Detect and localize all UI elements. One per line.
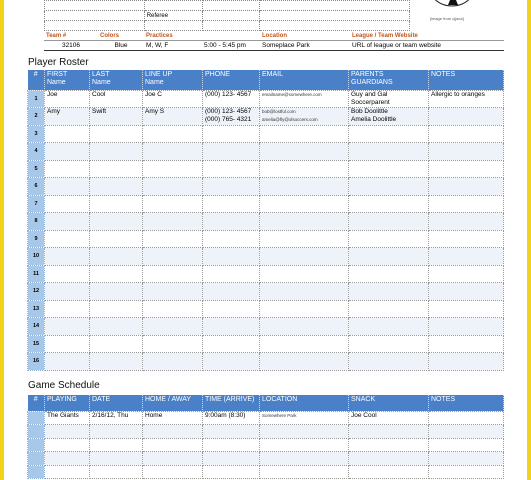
email-cell[interactable]	[260, 353, 349, 371]
notes-cell[interactable]	[429, 318, 504, 336]
phone-cell[interactable]	[203, 230, 260, 248]
location-cell[interactable]: Somewhere Park	[260, 411, 349, 425]
location-cell[interactable]	[260, 452, 349, 466]
last-name-cell[interactable]	[90, 318, 143, 336]
notes-cell[interactable]	[429, 411, 504, 425]
last-name-cell[interactable]: Swift	[90, 108, 143, 126]
col-notes: NOTES	[429, 70, 504, 90]
email-cell[interactable]	[260, 318, 349, 336]
playing-cell[interactable]	[45, 465, 90, 479]
lineup-name-cell[interactable]: Amy S	[143, 108, 203, 126]
email-cell[interactable]	[260, 125, 349, 143]
snack-cell[interactable]	[349, 425, 429, 439]
phone-cell[interactable]	[203, 353, 260, 371]
parents-cell[interactable]	[349, 283, 429, 301]
table-row	[28, 452, 504, 466]
phone-cell[interactable]	[203, 143, 260, 161]
first-name-cell[interactable]	[45, 213, 90, 231]
parents-cell[interactable]: Guy and Gal Soccerparent	[349, 90, 429, 108]
table-row	[28, 195, 504, 213]
col-number: #	[28, 395, 45, 411]
referee-label: Referee	[144, 11, 202, 21]
phone-cell[interactable]	[203, 160, 260, 178]
parents-cell[interactable]	[349, 265, 429, 283]
notes-cell[interactable]	[429, 248, 504, 266]
col-snack: SNACK	[349, 395, 429, 411]
col-playing: PLAYING	[45, 395, 90, 411]
notes-cell[interactable]	[429, 265, 504, 283]
parents-cell[interactable]	[349, 143, 429, 161]
date-cell[interactable]	[90, 465, 143, 479]
home-away-cell[interactable]	[143, 438, 203, 452]
lineup-name-cell[interactable]	[143, 353, 203, 371]
lineup-name-cell[interactable]	[143, 160, 203, 178]
email-cell[interactable]	[260, 283, 349, 301]
phone-cell[interactable]	[203, 265, 260, 283]
first-name-cell[interactable]	[45, 283, 90, 301]
team-website[interactable]: URL of league or team website	[350, 40, 504, 50]
table-row	[28, 283, 504, 301]
email-cell[interactable]	[260, 160, 349, 178]
row-number: 3	[28, 125, 45, 143]
phone-cell[interactable]	[203, 178, 260, 196]
lineup-name-cell[interactable]	[143, 265, 203, 283]
email-cell[interactable]	[260, 300, 349, 318]
parents-cell[interactable]	[349, 195, 429, 213]
row-number: 11	[28, 265, 45, 283]
row-number: 10	[28, 248, 45, 266]
row-number	[28, 425, 45, 439]
first-name-cell[interactable]	[45, 195, 90, 213]
table-row	[28, 411, 504, 425]
parents-cell[interactable]	[349, 318, 429, 336]
notes-cell[interactable]	[429, 230, 504, 248]
team-info-table	[44, 32, 504, 51]
row-number	[28, 465, 45, 479]
col-last-name: LAST Name	[90, 70, 143, 90]
last-name-cell[interactable]	[90, 195, 143, 213]
last-name-cell[interactable]	[90, 143, 143, 161]
row-number: 12	[28, 283, 45, 301]
first-name-cell[interactable]	[45, 125, 90, 143]
lineup-name-cell[interactable]	[143, 283, 203, 301]
last-name-cell[interactable]	[90, 283, 143, 301]
last-name-cell[interactable]	[90, 265, 143, 283]
team-number[interactable]: 32106	[44, 40, 98, 50]
location-cell[interactable]	[260, 425, 349, 439]
row-number: 7	[28, 195, 45, 213]
last-name-cell[interactable]	[90, 335, 143, 353]
table-row	[28, 335, 504, 353]
first-name-cell[interactable]	[45, 318, 90, 336]
email-cell[interactable]: bob@lostful.com amelia@fly@olsoccers.com	[260, 108, 349, 126]
row-number: 16	[28, 353, 45, 371]
team-colors[interactable]: Blue	[98, 40, 144, 50]
first-name-cell[interactable]	[45, 178, 90, 196]
table-row	[28, 353, 504, 371]
row-number: 5	[28, 160, 45, 178]
notes-cell[interactable]	[429, 108, 504, 126]
schedule-header-row	[28, 395, 504, 411]
lineup-name-cell[interactable]	[143, 335, 203, 353]
parents-cell[interactable]: Bob Doolittle Amelia Doolittle	[349, 108, 429, 126]
table-row	[28, 425, 504, 439]
team-practice-time[interactable]: 5:00 - 5:45 pm	[202, 40, 260, 50]
schedule-title: Game Schedule	[28, 380, 100, 391]
notes-cell[interactable]	[429, 283, 504, 301]
col-number: #	[28, 70, 45, 90]
parents-cell[interactable]	[349, 178, 429, 196]
time-cell[interactable]: 9:00am (8:30)	[203, 411, 260, 425]
home-away-cell[interactable]	[143, 465, 203, 479]
last-name-cell[interactable]	[90, 213, 143, 231]
table-row	[28, 213, 504, 231]
last-name-cell[interactable]	[90, 353, 143, 371]
parents-cell[interactable]	[349, 248, 429, 266]
playing-cell[interactable]	[45, 438, 90, 452]
row-number: 14	[28, 318, 45, 336]
lineup-name-cell[interactable]	[143, 230, 203, 248]
col-location: LOCATION	[260, 395, 349, 411]
playing-cell[interactable]	[45, 452, 90, 466]
phone-cell[interactable]	[203, 318, 260, 336]
table-row	[45, 11, 410, 21]
last-name-cell[interactable]: Cool	[90, 90, 143, 108]
team-practices[interactable]: M, W, F	[144, 40, 202, 50]
notes-cell[interactable]	[429, 160, 504, 178]
last-name-cell[interactable]	[90, 300, 143, 318]
parents-cell[interactable]	[349, 353, 429, 371]
table-row	[28, 178, 504, 196]
row-number: 4	[28, 143, 45, 161]
last-name-cell[interactable]	[90, 125, 143, 143]
home-away-cell[interactable]	[143, 425, 203, 439]
row-number: 8	[28, 213, 45, 231]
lineup-name-cell[interactable]	[143, 213, 203, 231]
table-row	[28, 465, 504, 479]
email-cell[interactable]	[260, 265, 349, 283]
lineup-name-cell[interactable]	[143, 143, 203, 161]
time-cell[interactable]	[203, 465, 260, 479]
phone-cell[interactable]: (000) 123- 4567	[203, 90, 260, 108]
table-row	[28, 108, 504, 126]
first-name-cell[interactable]	[45, 353, 90, 371]
row-number	[28, 452, 45, 466]
last-name-cell[interactable]	[90, 160, 143, 178]
ball-caption: [image from c|jaca]	[430, 16, 464, 21]
first-name-cell[interactable]	[45, 160, 90, 178]
lineup-name-cell[interactable]	[143, 248, 203, 266]
table-row	[28, 318, 504, 336]
table-row	[28, 143, 504, 161]
roster-title: Player Roster	[28, 57, 89, 68]
snack-cell[interactable]	[349, 438, 429, 452]
home-away-cell[interactable]: Home	[143, 411, 203, 425]
last-name-cell[interactable]	[90, 178, 143, 196]
email-cell[interactable]	[260, 230, 349, 248]
parents-cell[interactable]	[349, 300, 429, 318]
lineup-name-cell[interactable]: Joe C	[143, 90, 203, 108]
phone-cell[interactable]	[203, 248, 260, 266]
row-number: 9	[28, 230, 45, 248]
notes-cell[interactable]	[429, 353, 504, 371]
snack-cell[interactable]	[349, 452, 429, 466]
lineup-name-cell[interactable]	[143, 178, 203, 196]
team-info-values	[44, 40, 504, 50]
parents-cell[interactable]	[349, 335, 429, 353]
lineup-name-cell[interactable]	[143, 125, 203, 143]
table-row	[28, 265, 504, 283]
last-name-cell[interactable]	[90, 230, 143, 248]
table-row	[28, 438, 504, 452]
roster-header-row	[28, 70, 504, 90]
row-number: 6	[28, 178, 45, 196]
row-number	[28, 438, 45, 452]
col-email: EMAIL	[260, 70, 349, 90]
table-row	[28, 90, 504, 108]
parents-cell[interactable]	[349, 213, 429, 231]
first-name-cell[interactable]	[45, 248, 90, 266]
date-cell[interactable]	[90, 425, 143, 439]
snack-cell[interactable]: Joe Cool	[349, 411, 429, 425]
location-cell[interactable]	[260, 438, 349, 452]
row-number	[28, 411, 45, 425]
snack-cell[interactable]	[349, 465, 429, 479]
email-cell[interactable]	[260, 335, 349, 353]
date-cell[interactable]	[90, 452, 143, 466]
notes-cell[interactable]	[429, 213, 504, 231]
notes-cell[interactable]	[429, 452, 504, 466]
phone-cell[interactable]: (000) 123- 4567 (000) 765- 4321	[203, 108, 260, 126]
first-name-cell[interactable]: Joe	[45, 90, 90, 108]
phone-cell[interactable]	[203, 195, 260, 213]
date-cell[interactable]: 2/16/12, Thu	[90, 411, 143, 425]
table-row	[45, 21, 410, 31]
notes-cell[interactable]	[429, 425, 504, 439]
email-cell[interactable]	[260, 248, 349, 266]
lineup-name-cell[interactable]	[143, 195, 203, 213]
col-first-name: FIRST Name	[45, 70, 90, 90]
parents-cell[interactable]	[349, 125, 429, 143]
phone-cell[interactable]	[203, 213, 260, 231]
col-lineup-name: LINE UP Name	[143, 70, 203, 90]
first-name-cell[interactable]	[45, 335, 90, 353]
row-number: 15	[28, 335, 45, 353]
notes-cell[interactable]: Allergic to oranges	[429, 90, 504, 108]
row-number: 2	[28, 108, 45, 126]
table-row	[28, 230, 504, 248]
date-cell[interactable]	[90, 438, 143, 452]
first-name-cell[interactable]	[45, 300, 90, 318]
notes-cell[interactable]	[429, 438, 504, 452]
notes-cell[interactable]	[429, 178, 504, 196]
first-name-cell[interactable]: Amy	[45, 108, 90, 126]
team-location[interactable]: Someplace Park	[260, 40, 350, 50]
email-cell[interactable]	[260, 195, 349, 213]
roster-table	[27, 70, 504, 371]
col-phone: PHONE	[203, 70, 260, 90]
first-name-cell[interactable]	[45, 143, 90, 161]
notes-cell[interactable]	[429, 195, 504, 213]
email-cell[interactable]	[260, 178, 349, 196]
col-home-away: HOME / AWAY	[143, 395, 203, 411]
last-name-cell[interactable]	[90, 248, 143, 266]
email-cell[interactable]	[260, 213, 349, 231]
parents-cell[interactable]	[349, 230, 429, 248]
table-row	[28, 300, 504, 318]
notes-cell[interactable]	[429, 125, 504, 143]
parents-cell[interactable]	[349, 160, 429, 178]
first-name-cell[interactable]	[45, 230, 90, 248]
notes-cell[interactable]	[429, 465, 504, 479]
team-info-headers: Team # Colors Practices Location League / Team Website	[46, 32, 418, 39]
lineup-name-cell[interactable]	[143, 300, 203, 318]
phone-cell[interactable]	[203, 335, 260, 353]
col-time: TIME (ARRIVE)	[203, 395, 260, 411]
lineup-name-cell[interactable]	[143, 318, 203, 336]
playing-cell[interactable]: The Giants	[45, 411, 90, 425]
table-row	[28, 248, 504, 266]
row-number: 13	[28, 300, 45, 318]
first-name-cell[interactable]	[45, 265, 90, 283]
home-away-cell[interactable]	[143, 452, 203, 466]
email-cell[interactable]	[260, 143, 349, 161]
table-row	[28, 160, 504, 178]
time-cell[interactable]	[203, 425, 260, 439]
row-number: 1	[28, 90, 45, 108]
col-date: DATE	[90, 395, 143, 411]
col-parents: PARENTS GUARDIANS	[349, 70, 429, 90]
time-cell[interactable]	[203, 452, 260, 466]
phone-cell[interactable]	[203, 125, 260, 143]
playing-cell[interactable]	[45, 425, 90, 439]
col-notes: NOTES	[429, 395, 504, 411]
top-fragment-table	[44, 0, 410, 31]
table-row	[28, 125, 504, 143]
phone-cell[interactable]	[203, 300, 260, 318]
time-cell[interactable]	[203, 438, 260, 452]
phone-cell[interactable]	[203, 283, 260, 301]
notes-cell[interactable]	[429, 335, 504, 353]
notes-cell[interactable]	[429, 300, 504, 318]
table-row	[45, 1, 410, 11]
location-cell[interactable]	[260, 465, 349, 479]
schedule-table	[27, 395, 504, 479]
notes-cell[interactable]	[429, 143, 504, 161]
email-cell[interactable]: emailname@somewhere.com	[260, 90, 349, 108]
